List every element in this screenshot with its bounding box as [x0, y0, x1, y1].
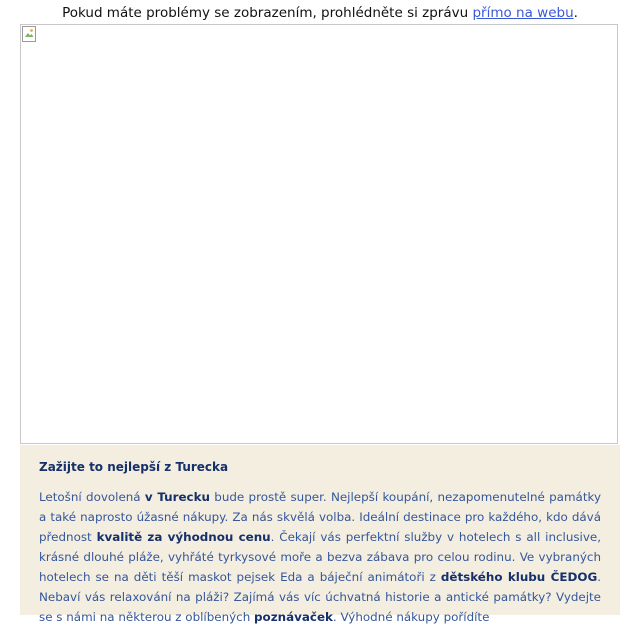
article-text: bude prostě super. Nejlepší koupání, nezapomenutelné památky a také naprosto úžasné nákupy. Za nás skvělá volba. Ideální destinace pro každého, kdo dává přednost — [39, 490, 601, 544]
article-text: . Nebaví vás relaxování na pláži? Zajímá vás víc úchvatná historie a antické památky? Vydejte se s námi na některou z oblíbených — [39, 570, 601, 624]
notice-period: . — [573, 5, 578, 21]
article-highlight: dětského klubu ČEDOG — [440, 570, 598, 584]
article-panel — [20, 445, 620, 624]
article-body — [39, 487, 601, 627]
article-text: . Výhodné nákupy pořídíte — [332, 610, 490, 624]
article-heading: Zažijte to nejlepší z Turecka — [39, 460, 229, 474]
article-highlight: kvalitě za výhodnou cenu — [96, 530, 271, 544]
view-on-web-link[interactable]: přímo na webu — [472, 5, 574, 21]
broken-image-icon — [22, 26, 36, 42]
notice-text: Pokud máte problémy se zobrazením, prohlédněte si zprávu — [62, 5, 473, 21]
browser-view-notice — [0, 0, 640, 24]
article-text: Letošní dovolená — [39, 490, 145, 504]
article-highlight: poznávaček — [254, 610, 333, 624]
article-text: . Čekají vás perfektní služby v hotelech s all inclusive, krásné dlouhé pláže, vyhřáté tyrkysové moře a bezva zábava pro celou rodinu. Ve vybraných hotelech se na děti těší maskot pejsek Eda a báječní animátoři z — [39, 530, 601, 584]
hero-image[interactable] — [20, 24, 618, 444]
article-highlight: v Turecku — [144, 490, 210, 504]
